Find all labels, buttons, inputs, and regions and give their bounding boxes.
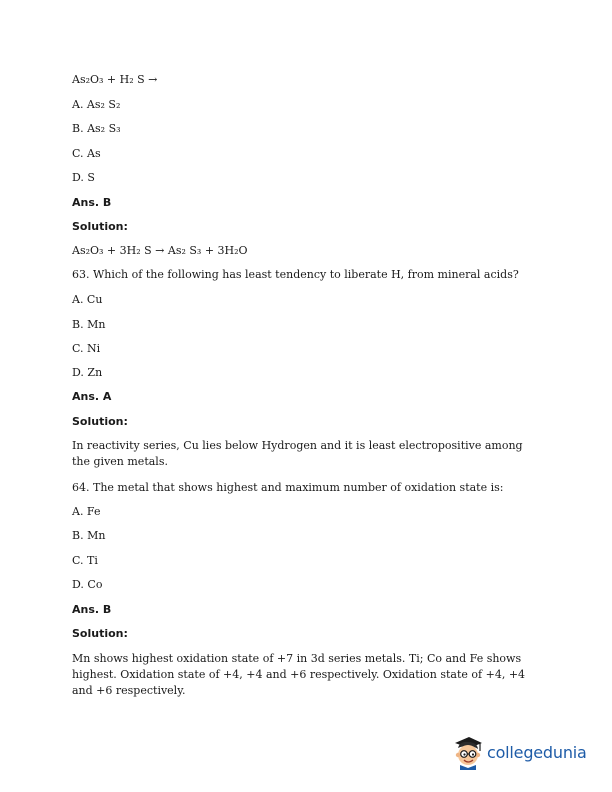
q64-option-d: D. Co [72, 578, 103, 591]
q64-option-b: B. Mn [72, 529, 106, 542]
q64-option-c: C. Ti [72, 554, 98, 567]
q63-option-d: D. Zn [72, 366, 103, 379]
q63-option-a: A. Cu [72, 293, 103, 306]
q62-solution-label: Solution: [72, 220, 128, 233]
q64-question: 64. The metal that shows highest and maximum number of oxidation state is: [72, 481, 504, 494]
q64-option-a: A. Fe [72, 505, 101, 518]
q64-solution-label: Solution: [72, 627, 128, 640]
q62-option-c: C. As [72, 147, 101, 160]
q62-solution: As₂O₃ + 3H₂ S → As₂ S₃ + 3H₂O [72, 244, 248, 257]
logo-text: collegedunia [487, 742, 587, 762]
student-mascot-icon [452, 734, 484, 770]
q64-answer: Ans. B [72, 603, 112, 616]
collegedunia-logo [452, 732, 587, 772]
q63-solution-label: Solution: [72, 415, 128, 428]
q62-option-b: B. As₂ S₃ [72, 122, 121, 135]
q63-answer: Ans. A [72, 390, 112, 403]
q63-question: 63. Which of the following has least tendency to liberate H, from mineral acids? [72, 268, 519, 281]
q63-option-c: C. Ni [72, 342, 101, 355]
q63-option-b: B. Mn [72, 318, 106, 331]
q62-question: As₂O₃ + H₂ S → [72, 73, 158, 86]
q62-option-a: A. As₂ S₂ [72, 98, 121, 111]
q64-solution: Mn shows highest oxidation state of +7 in 3d series metals. Ti; Co and Fe shows highest. Oxidation state of +4, +4 and +6 respectively. Oxidation state of +4, +4 and +6 respectively. [72, 652, 526, 697]
q63-solution: In reactivity series, Cu lies below Hydrogen and it is least electropositive among the given metals. [72, 439, 523, 468]
q62-answer: Ans. B [72, 196, 112, 209]
q62-option-d: D. S [72, 171, 95, 184]
